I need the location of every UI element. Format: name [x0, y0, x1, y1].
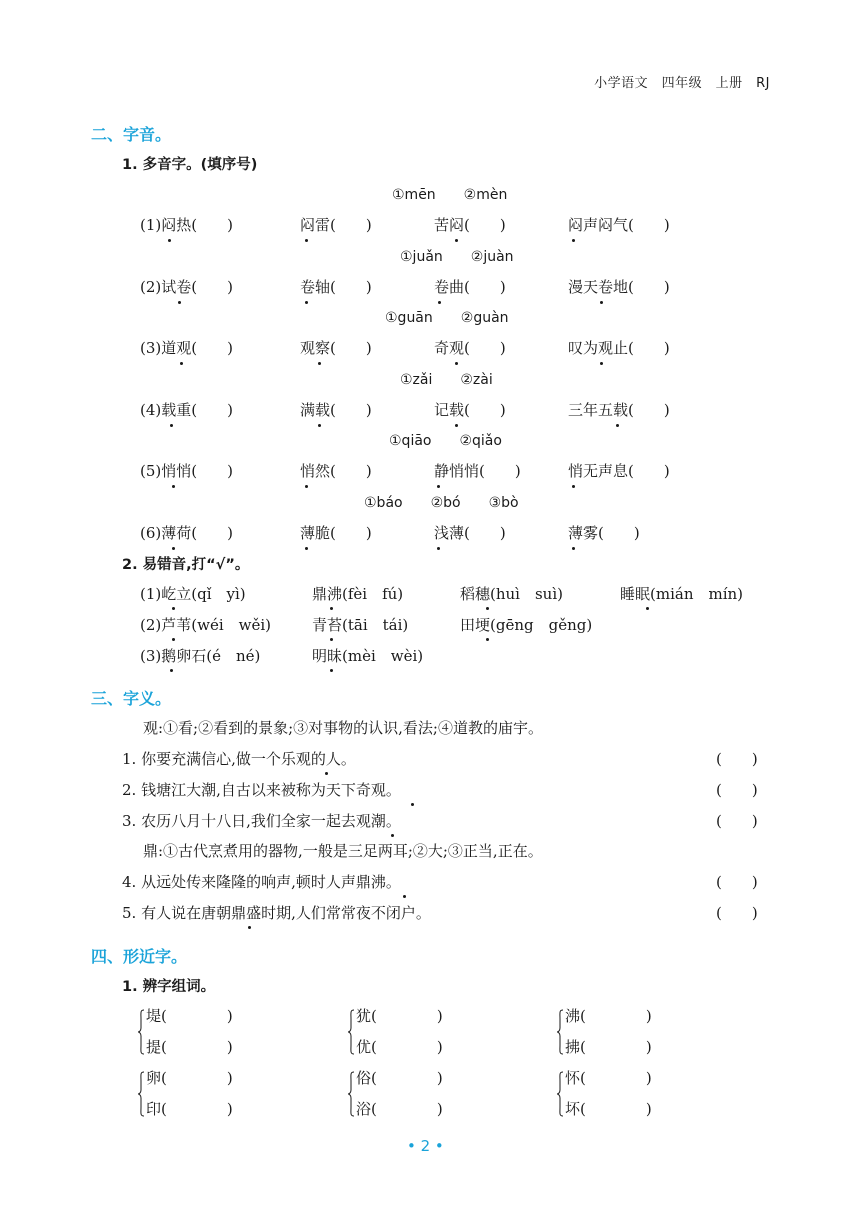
emphasis-dot — [168, 239, 171, 242]
error-prone-item: 明昧(mèi wèi) — [312, 647, 424, 665]
answer-blank[interactable]: ( ) — [716, 812, 758, 830]
emphasis-dot — [455, 239, 458, 242]
error-prone-item: 田埂(gēng gěng) — [460, 616, 593, 634]
meaning-sentence: 5. 有人说在唐朝鼎盛时期,人们常常夜不闭户。 — [122, 904, 431, 922]
emphasis-dot — [455, 362, 458, 365]
emphasis-dot — [437, 547, 440, 550]
polyphonic-item: (2)试卷( ) — [140, 277, 233, 296]
emphasis-dot — [455, 424, 458, 427]
char-pair-top[interactable]: 俗( ) — [356, 1069, 443, 1087]
answer-blank[interactable]: ( ) — [716, 873, 758, 891]
polyphonic-item: 悄无声息( ) — [568, 462, 670, 480]
emphasis-dot — [305, 239, 308, 242]
polyphonic-item: 漫天卷地( ) — [568, 277, 670, 296]
emphasis-dot — [318, 362, 321, 365]
emphasis-dot — [572, 485, 575, 488]
emphasis-dot — [600, 301, 603, 304]
emphasis-dot — [330, 607, 333, 610]
emphasis-dot — [572, 547, 575, 550]
char-pair-top[interactable]: 卵( ) — [146, 1069, 233, 1087]
emphasis-dot — [403, 895, 406, 898]
brace — [348, 1071, 355, 1117]
polyphonic-item: 卷轴( ) — [300, 277, 372, 296]
error-prone-item: 稻穗(huì suì) — [460, 585, 563, 603]
polyphonic-item: (4)载重( ) — [140, 400, 233, 419]
pinyin-options: ①qiāo ②qiǎo — [389, 433, 502, 449]
emphasis-dot — [305, 301, 308, 304]
error-prone-item: (3)鹅卵石(é né) — [140, 647, 261, 665]
char-pair-top[interactable]: 堤( ) — [146, 1007, 233, 1025]
error-prone-item: 青苔(tāi tái) — [312, 616, 409, 634]
emphasis-dot — [600, 362, 603, 365]
char-pair-bottom[interactable]: 浴( ) — [356, 1100, 443, 1118]
polyphonic-item: (5)悄悄( ) — [140, 462, 233, 480]
emphasis-dot — [437, 485, 440, 488]
char-pair-top[interactable]: 沸( ) — [565, 1007, 652, 1025]
char-pair-bottom[interactable]: 印( ) — [146, 1100, 233, 1118]
char-pair-bottom[interactable]: 坏( ) — [565, 1100, 652, 1118]
meaning-sentence: 2. 钱塘江大潮,自古以来被称为天下奇观。 — [122, 781, 401, 799]
polyphonic-item: 三年五载( ) — [568, 400, 670, 419]
answer-blank[interactable]: ( ) — [716, 904, 758, 922]
polyphonic-item: 浅薄( ) — [434, 523, 506, 542]
emphasis-dot — [646, 607, 649, 610]
definition-guan: 观:①看;②看到的景象;③对事物的认识,看法;④道教的庙宇。 — [143, 719, 543, 737]
error-prone-item: 鼎沸(fèi fú) — [312, 585, 404, 603]
emphasis-dot — [172, 638, 175, 641]
emphasis-dot — [180, 362, 183, 365]
answer-blank[interactable]: ( ) — [716, 750, 758, 768]
page-header: 小学语文 四年级 上册 RJ — [594, 76, 770, 91]
emphasis-dot — [330, 669, 333, 672]
pinyin-options: ①mēn ②mèn — [392, 187, 508, 203]
meaning-sentence: 3. 农历八月十八日,我们全家一起去观潮。 — [122, 812, 401, 830]
char-pair-bottom[interactable]: 优( ) — [356, 1038, 443, 1056]
polyphonic-item: 观察( ) — [300, 339, 372, 357]
meaning-sentence: 1. 你要充满信心,做一个乐观的人。 — [122, 750, 356, 768]
emphasis-dot — [438, 301, 441, 304]
polyphonic-item: (1)闷热( ) — [140, 216, 233, 234]
emphasis-dot — [170, 669, 173, 672]
question-distinguish: 1. 辨字组词。 — [122, 979, 216, 995]
brace — [138, 1071, 145, 1117]
error-prone-item: (2)芦苇(wéi wěi) — [140, 616, 271, 634]
polyphonic-item: (3)道观( ) — [140, 339, 233, 357]
emphasis-dot — [172, 547, 175, 550]
emphasis-dot — [330, 638, 333, 641]
brace — [557, 1071, 564, 1117]
polyphonic-item: 薄脆( ) — [300, 523, 372, 542]
emphasis-dot — [318, 424, 321, 427]
polyphonic-item: 苦闷( ) — [434, 216, 506, 234]
answer-blank[interactable]: ( ) — [716, 781, 758, 799]
question-error-prone: 2. 易错音,打“√”。 — [122, 557, 250, 573]
polyphonic-item: 奇观( ) — [434, 339, 506, 357]
emphasis-dot — [486, 638, 489, 641]
section-title-meaning: 三、字义。 — [91, 689, 172, 708]
polyphonic-item: 闷声闷气( ) — [568, 216, 670, 234]
char-pair-top[interactable]: 犹( ) — [356, 1007, 443, 1025]
pinyin-options: ①báo ②bó ③bò — [364, 494, 519, 511]
brace — [557, 1009, 564, 1055]
char-pair-top[interactable]: 怀( ) — [565, 1069, 652, 1087]
section-title-similar-chars: 四、形近字。 — [91, 947, 188, 966]
pinyin-options: ①zǎi ②zài — [400, 371, 493, 388]
polyphonic-item: 叹为观止( ) — [568, 339, 670, 357]
emphasis-dot — [172, 485, 175, 488]
brace — [348, 1009, 355, 1055]
error-prone-item: 睡眠(mián mín) — [620, 585, 744, 603]
char-pair-bottom[interactable]: 提( ) — [146, 1038, 233, 1056]
emphasis-dot — [325, 772, 328, 775]
question-polyphonic: 1. 多音字。(填序号) — [122, 157, 258, 173]
polyphonic-item: 静悄悄( ) — [434, 462, 521, 480]
char-pair-bottom[interactable]: 拂( ) — [565, 1038, 652, 1056]
polyphonic-item: 满载( ) — [300, 400, 372, 419]
polyphonic-item: 记载( ) — [434, 400, 506, 419]
page-number: • 2 • — [407, 1137, 444, 1155]
error-prone-item: (1)屹立(qǐ yì) — [140, 585, 246, 603]
section-title-pronunciation: 二、字音。 — [91, 125, 172, 144]
pinyin-options: ①guān ②guàn — [385, 310, 509, 326]
emphasis-dot — [305, 547, 308, 550]
definition-ding: 鼎:①古代烹煮用的器物,一般是三足两耳;②大;③正当,正在。 — [143, 842, 543, 860]
pinyin-options: ①juǎn ②juàn — [400, 248, 514, 265]
emphasis-dot — [248, 926, 251, 929]
emphasis-dot — [486, 607, 489, 610]
polyphonic-item: (6)薄荷( ) — [140, 523, 233, 542]
polyphonic-item: 闷雷( ) — [300, 216, 372, 234]
brace — [138, 1009, 145, 1055]
polyphonic-item: 悄然( ) — [300, 462, 372, 480]
emphasis-dot — [178, 301, 181, 304]
emphasis-dot — [616, 424, 619, 427]
emphasis-dot — [572, 239, 575, 242]
emphasis-dot — [391, 834, 394, 837]
meaning-sentence: 4. 从远处传来隆隆的响声,顿时人声鼎沸。 — [122, 873, 401, 891]
emphasis-dot — [172, 607, 175, 610]
polyphonic-item: 薄雾( ) — [568, 523, 640, 542]
emphasis-dot — [305, 485, 308, 488]
emphasis-dot — [170, 424, 173, 427]
emphasis-dot — [411, 803, 414, 806]
polyphonic-item: 卷曲( ) — [434, 277, 506, 296]
